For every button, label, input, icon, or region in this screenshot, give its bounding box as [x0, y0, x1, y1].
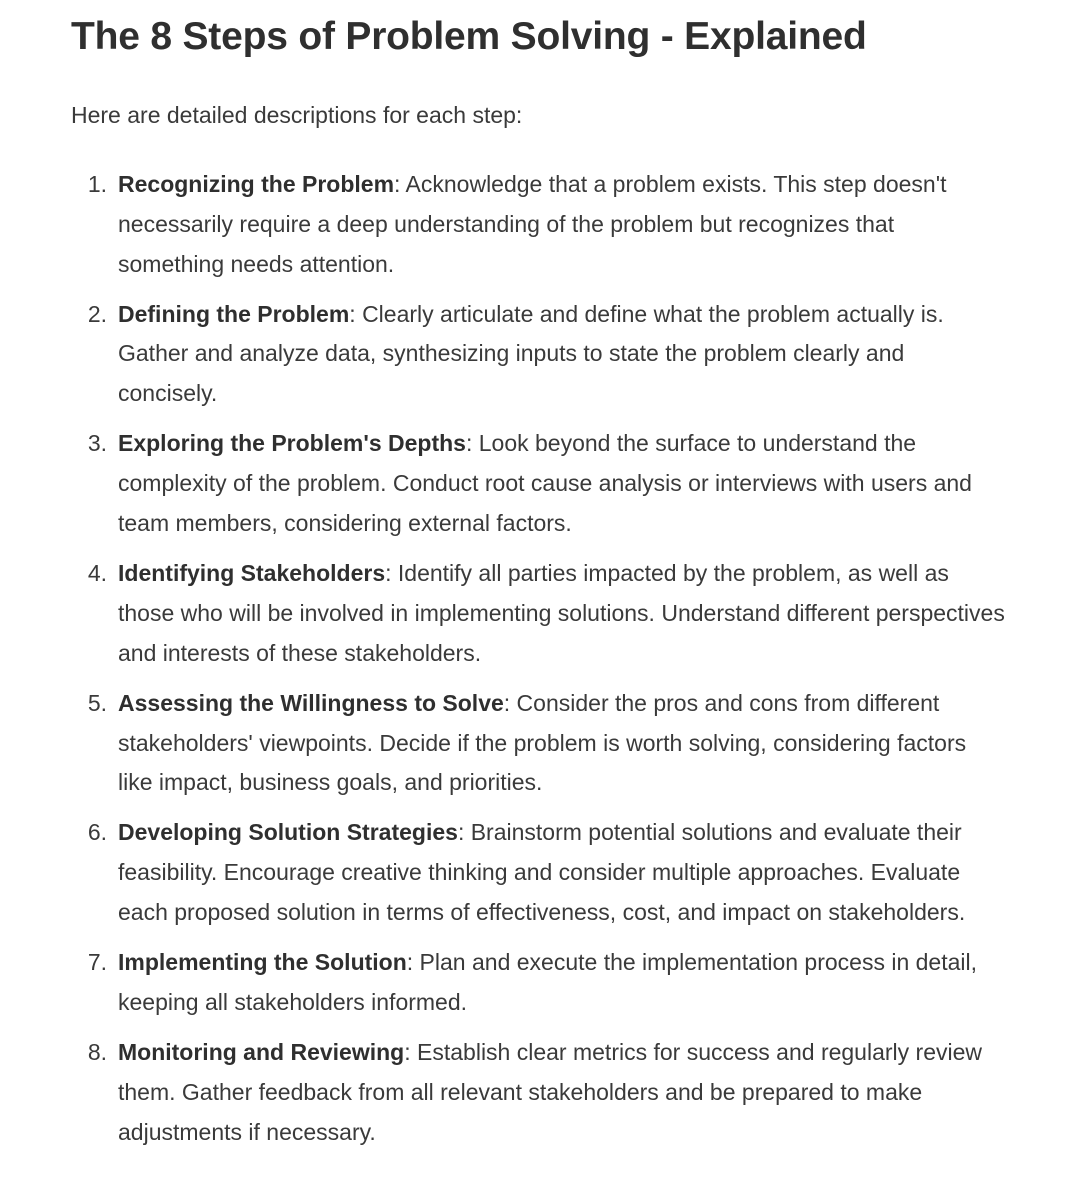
step-number: 2. — [87, 300, 107, 327]
step-title: Identifying Stakeholders — [118, 560, 386, 587]
step-number: 7. — [87, 949, 107, 976]
step-item — [71, 554, 1005, 673]
step-title: Monitoring and Reviewing — [118, 1039, 405, 1066]
step-number: 6. — [87, 819, 107, 846]
step-number: 4. — [87, 560, 107, 587]
step-description: : Clearly articulate and define what the problem actually is. Gather and analyze data, synthesizing inputs to state the problem clearly and concisely. — [118, 300, 944, 407]
steps-list — [71, 165, 1005, 1152]
step-item — [71, 684, 1005, 803]
page-title: The 8 Steps of Problem Solving - Explained — [71, 15, 867, 58]
step-description: : Look beyond the surface to understand the complexity of the problem. Conduct root cause analysis or interviews with users and team members, considering external factors. — [118, 430, 972, 536]
intro-text: Here are detailed descriptions for each step: — [71, 102, 523, 128]
step-description: : Plan and execute the implementation process in detail, keeping all stakeholders informed. — [118, 949, 978, 1015]
step-item — [71, 813, 1005, 932]
step-title: Exploring the Problem's Depths — [118, 430, 466, 457]
step-item — [71, 295, 1005, 414]
step-title: Assessing the Willingness to Solve — [118, 689, 504, 716]
step-item — [71, 1033, 1005, 1152]
step-description: : Brainstorm potential solutions and evaluate their feasibility. Encourage creative thinking and consider multiple approaches. Evaluate each proposed solution in terms of effectiveness, cost, and impact on stakeholders. — [118, 819, 966, 926]
step-item — [71, 943, 1005, 1023]
step-title: Developing Solution Strategies — [118, 819, 458, 846]
step-description: : Acknowledge that a problem exists. This step doesn't necessarily require a deep understanding of the problem but recognizes that something needs attention. — [118, 171, 947, 277]
step-title: Recognizing the Problem — [118, 171, 395, 197]
step-description: : Establish clear metrics for success and regularly review them. Gather feedback from all relevant stakeholders and be prepared to make adjustments if necessary. — [118, 1039, 982, 1145]
step-number: 5. — [87, 689, 107, 716]
step-item — [71, 424, 1005, 543]
step-number: 8. — [87, 1039, 107, 1066]
step-title: Implementing the Solution — [118, 949, 407, 976]
step-title: Defining the Problem — [118, 300, 350, 327]
step-number: 1. — [87, 171, 107, 197]
step-description: : Identify all parties impacted by the problem, as well as those who will be involved in implementing solutions. Understand different perspectives and interests of these stakeholders. — [118, 560, 1005, 666]
step-item — [71, 165, 1005, 284]
step-number: 3. — [87, 430, 107, 457]
step-description: : Consider the pros and cons from different stakeholders' viewpoints. Decide if the problem is worth solving, considering factors like impact, business goals, and priorities. — [118, 689, 967, 796]
